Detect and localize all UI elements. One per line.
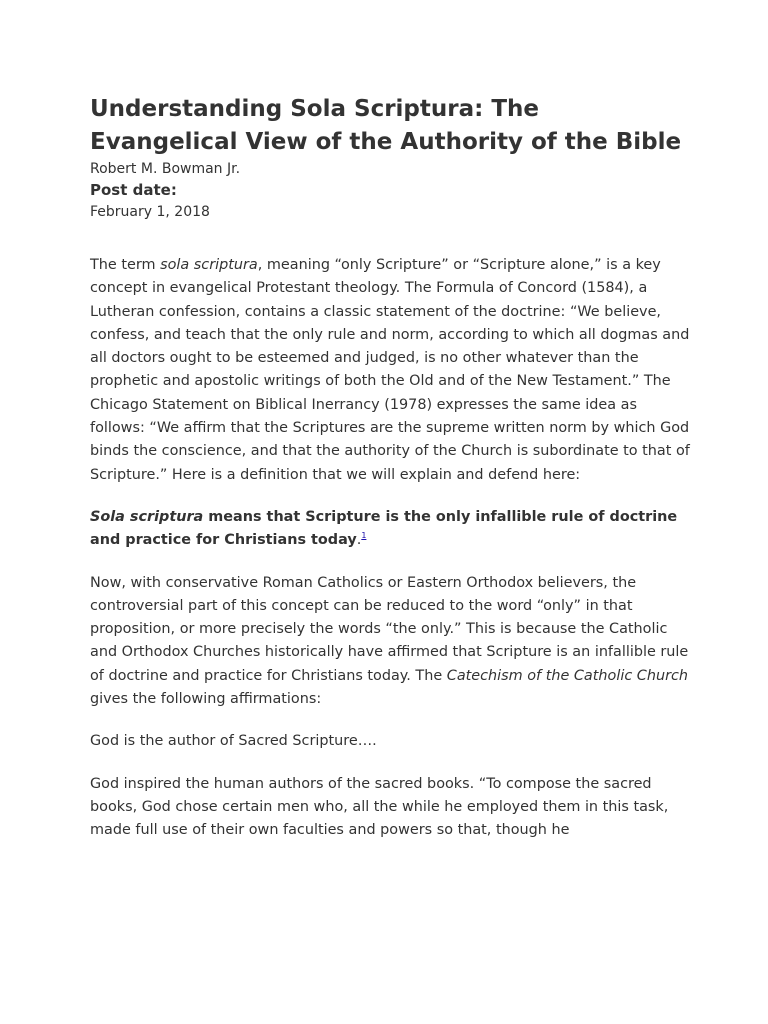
post-date: February 1, 2018 [90, 204, 210, 220]
paragraph-definition [90, 506, 690, 553]
text-span: gives the following affirmations: [90, 691, 322, 708]
paragraph-catholic [90, 572, 690, 712]
emphasis-text: Catechism of the Catholic Church [446, 667, 689, 684]
text-span: , meaning “only Scripture” or “Scripture alone,” is a key concept in evangelical Protestant theology. The Formula of Concord (1584), a Lutheran confession, contains a classic statement of the doctrine: “We believe, confess, and teach that the only rule and norm, according to which all dogmas and all doctors ought to be esteemed and judged, is no other whatever than the prophetic and apostolic writings of both the Old and of the New Testament.” The Chicago Statement on Biblical Inerrancy (1978) expresses the same idea as follows: “We affirm that the Scriptures are the supreme written norm by which God binds the conscience, and that the authority of the Church is subordinate to that of Scripture.” Here is a definition that we will explain and defend here: [90, 257, 690, 483]
footnote-link[interactable]: 1 [361, 531, 367, 541]
paragraph-quote-2: God inspired the human authors of the sacred books. “To compose the sacred books, God chose certain men who, all the while he employed them in this task, made full use of their own faculties and powers so that, though he [90, 775, 669, 839]
text-span: means that Scripture is the only infallible rule of doctrine and practice for Christians today [90, 508, 678, 549]
article-author: Robert M. Bowman Jr. [90, 161, 241, 177]
post-date-label: Post date: [90, 181, 177, 199]
paragraph-quote-1: God is the author of Sacred Scripture…. [90, 733, 377, 750]
emphasis-text: sola scriptura [160, 257, 258, 273]
article-title: Understanding Sola Scriptura: The Evangelical View of the Authority of the Bible [90, 96, 682, 155]
text-span: . [356, 532, 362, 549]
text-span: The term [90, 257, 161, 273]
emphasis-text: Sola scriptura [90, 508, 204, 525]
text-span: Now, with conservative Roman Catholics or Eastern Orthodox believers, the controversial part of this concept can be reduced to the word “only” in that proposition, or more precisely the words “the only.” This is because the Catholic and Orthodox Churches historically have affirmed that Scripture is an infallible rule of doctrine and practice for Christians today. The [90, 574, 689, 684]
article [90, 93, 690, 843]
paragraph-intro [90, 254, 690, 487]
